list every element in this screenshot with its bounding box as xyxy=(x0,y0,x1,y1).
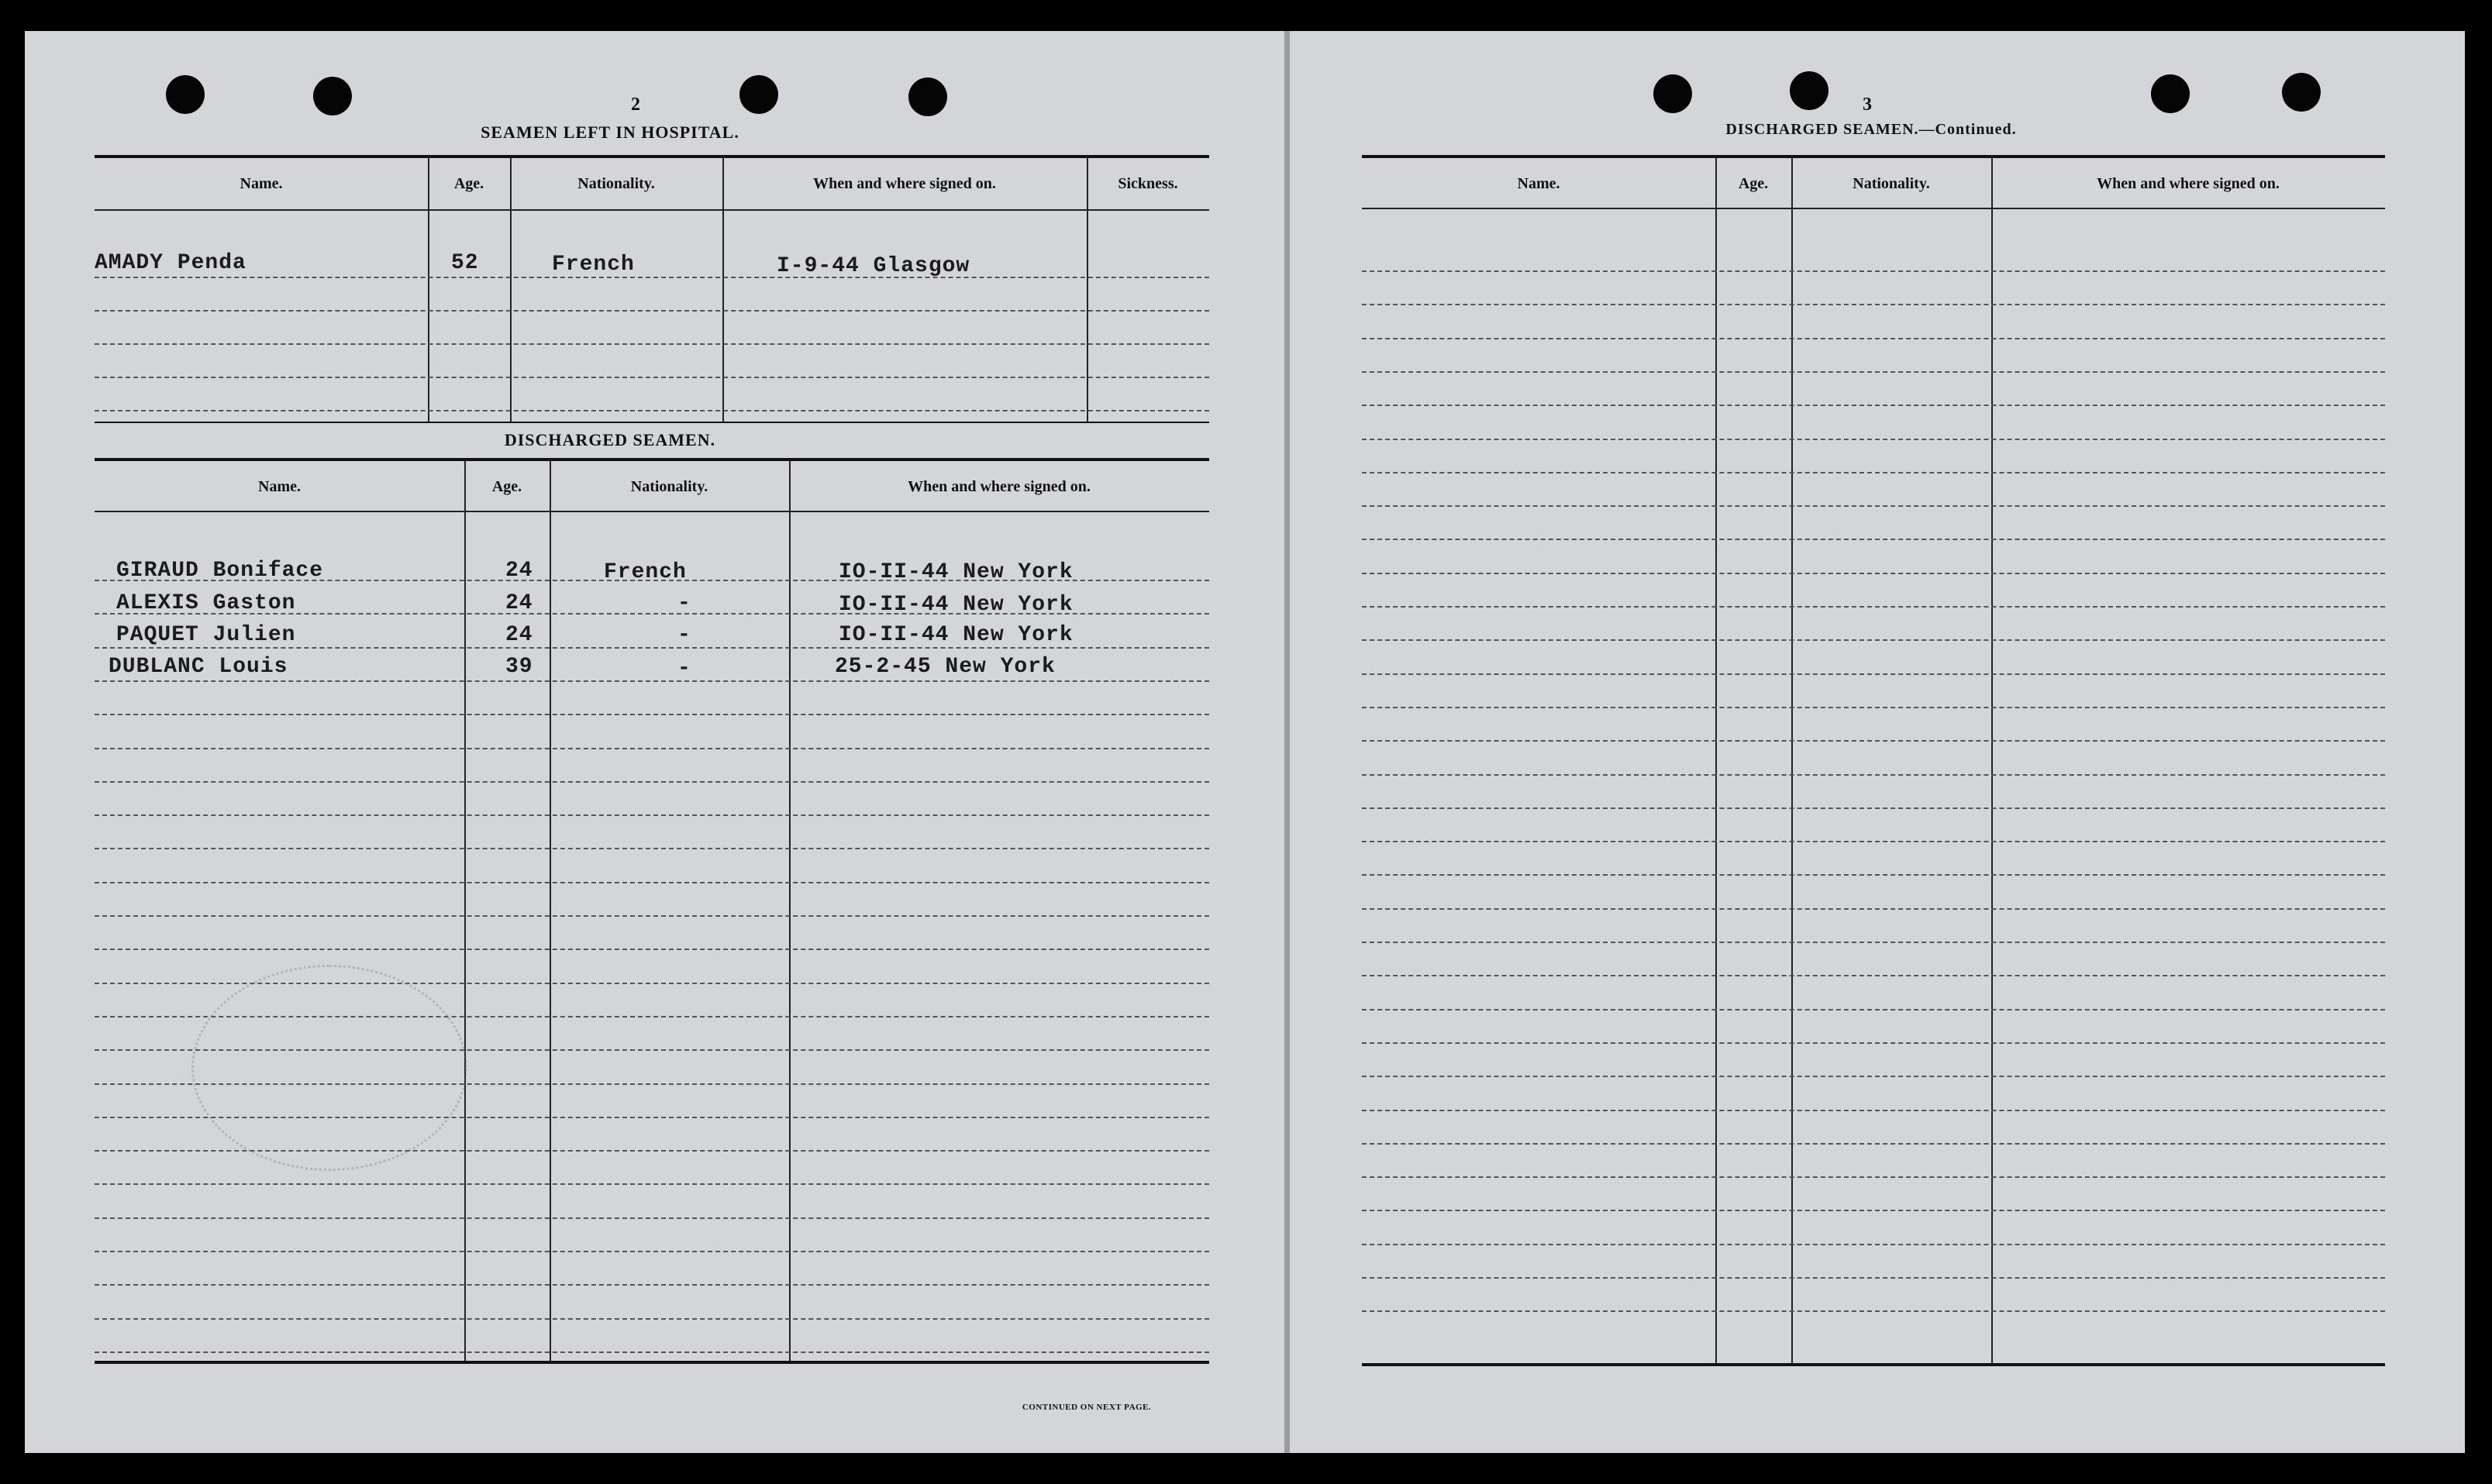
ruled-line xyxy=(1362,807,2385,809)
column-header-signed-on: When and where signed on. xyxy=(813,175,996,192)
column-header-name: Name. xyxy=(240,175,283,192)
discharged-section-title: DISCHARGED SEAMEN. xyxy=(504,430,716,449)
ruled-line xyxy=(1362,1176,2385,1178)
ruled-line xyxy=(1362,874,2385,876)
table-cell-signed-on: IO-II-44 New York xyxy=(839,623,1074,647)
ruled-line xyxy=(1362,707,2385,708)
ruled-line xyxy=(95,343,1209,345)
punch-hole xyxy=(908,77,947,116)
column-divider xyxy=(464,461,466,1361)
ruled-line xyxy=(95,814,1209,816)
continued-note: CONTINUED ON NEXT PAGE. xyxy=(1022,1403,1152,1412)
column-header-nationality: Nationality. xyxy=(577,175,655,192)
punch-hole xyxy=(739,75,778,114)
top-rule xyxy=(95,458,1209,461)
ruled-line xyxy=(1362,304,2385,305)
table-cell-age: 52 xyxy=(451,251,479,275)
column-header-name: Name. xyxy=(258,478,301,495)
table-cell-nationality: French xyxy=(552,253,635,277)
right-discharged-table xyxy=(1362,155,2385,1407)
faded-stamp xyxy=(191,965,467,1171)
ruled-line xyxy=(1362,1244,2385,1245)
ruled-line xyxy=(1362,774,2385,776)
column-header-nationality: Nationality. xyxy=(630,478,708,495)
column-header-name: Name. xyxy=(1517,175,1560,192)
column-divider xyxy=(789,461,791,1361)
ruled-line xyxy=(95,949,1209,950)
page-number: 3 xyxy=(1863,95,1872,115)
left-page xyxy=(25,31,1284,1453)
ruled-line xyxy=(95,1251,1209,1252)
top-rule xyxy=(1362,155,2385,158)
column-header-age: Age. xyxy=(1738,175,1769,192)
header-rule xyxy=(95,511,1209,512)
column-divider xyxy=(722,158,724,422)
ruled-line xyxy=(95,1183,1209,1185)
punch-hole xyxy=(2282,73,2321,112)
table-cell-age: 39 xyxy=(505,655,533,679)
ruled-line xyxy=(1362,841,2385,842)
column-header-age: Age. xyxy=(491,478,522,495)
ruled-line xyxy=(1362,1210,2385,1211)
ruled-line xyxy=(95,915,1209,917)
table-cell-nationality: - xyxy=(677,591,691,615)
discharged-table xyxy=(95,458,1209,1407)
ruled-line xyxy=(1362,1009,2385,1011)
column-header-age: Age. xyxy=(453,175,484,192)
ruled-line xyxy=(95,680,1209,682)
table-cell-age: 24 xyxy=(505,623,533,647)
ruled-line xyxy=(1362,371,2385,373)
ruled-line xyxy=(95,277,1209,278)
table-cell-age: 24 xyxy=(505,591,533,615)
ruled-line xyxy=(1362,606,2385,608)
ruled-line xyxy=(1362,573,2385,574)
ruled-line xyxy=(95,310,1209,312)
ruled-line xyxy=(1362,975,2385,976)
ruled-line xyxy=(1362,1143,2385,1145)
ruled-line xyxy=(1362,1310,2385,1312)
column-header-sickness: Sickness. xyxy=(1118,175,1178,192)
top-rule xyxy=(95,155,1209,158)
ruled-line xyxy=(95,1351,1209,1353)
ruled-line xyxy=(95,377,1209,378)
ruled-line xyxy=(1362,1110,2385,1111)
table-cell-nationality: French xyxy=(604,560,687,584)
ruled-line xyxy=(1362,338,2385,339)
bottom-rule xyxy=(95,422,1209,423)
table-cell-signed-on: 25-2-45 New York xyxy=(835,655,1056,679)
ruled-line xyxy=(1362,505,2385,507)
column-header-signed-on: When and where signed on. xyxy=(908,478,1091,495)
punch-hole xyxy=(1790,71,1829,110)
column-divider xyxy=(550,461,551,1361)
ruled-line xyxy=(95,1217,1209,1219)
ruled-line xyxy=(1362,405,2385,406)
ruled-line xyxy=(95,882,1209,883)
ruled-line xyxy=(95,714,1209,715)
ruled-line xyxy=(1362,1042,2385,1044)
ruled-line xyxy=(1362,942,2385,943)
table-cell-name: DUBLANC Louis xyxy=(109,655,288,679)
ruled-line xyxy=(95,410,1209,411)
table-cell-nationality: - xyxy=(677,656,691,680)
ruled-line xyxy=(1362,740,2385,742)
table-cell-name: PAQUET Julien xyxy=(116,623,296,647)
page-number: 2 xyxy=(631,95,640,115)
ruled-line xyxy=(1362,673,2385,675)
column-divider xyxy=(510,158,512,422)
table-cell-name: ALEXIS Gaston xyxy=(116,591,296,615)
ruled-line xyxy=(1362,1076,2385,1077)
column-divider xyxy=(428,158,429,422)
ruled-line xyxy=(1362,472,2385,473)
punch-hole xyxy=(1653,74,1692,113)
punch-hole xyxy=(2151,74,2190,113)
hospital-section-title: SEAMEN LEFT IN HOSPITAL. xyxy=(481,122,739,142)
table-cell-name: GIRAUD Boniface xyxy=(116,559,324,583)
ruled-line xyxy=(95,781,1209,783)
page-gutter xyxy=(1284,31,1290,1453)
column-header-nationality: Nationality. xyxy=(1853,175,1930,192)
header-rule xyxy=(95,209,1209,211)
column-header-signed-on: When and where signed on. xyxy=(2097,175,2280,192)
table-cell-nationality: - xyxy=(677,623,691,647)
ruled-line xyxy=(1362,270,2385,272)
table-cell-signed-on: IO-II-44 New York xyxy=(839,560,1074,584)
bottom-rule xyxy=(1362,1363,2385,1366)
right-page xyxy=(1290,31,2465,1453)
ruled-line xyxy=(95,1284,1209,1286)
table-cell-signed-on: IO-II-44 New York xyxy=(839,593,1074,617)
hospital-table xyxy=(95,155,1209,453)
bottom-rule xyxy=(95,1361,1209,1364)
punch-hole xyxy=(313,77,352,115)
ruled-line xyxy=(95,1318,1209,1320)
right-section-title: DISCHARGED SEAMEN.—Continued. xyxy=(1725,121,2017,138)
table-cell-name: AMADY Penda xyxy=(95,251,246,275)
punch-hole xyxy=(166,75,205,114)
ruled-line xyxy=(1362,539,2385,540)
ruled-line xyxy=(1362,439,2385,440)
header-rule xyxy=(1362,208,2385,209)
table-cell-age: 24 xyxy=(505,559,533,583)
ruled-line xyxy=(1362,639,2385,641)
ruled-line xyxy=(95,848,1209,849)
ruled-line xyxy=(95,748,1209,749)
ruled-line xyxy=(1362,1277,2385,1279)
ruled-line xyxy=(1362,908,2385,910)
table-cell-signed-on: I-9-44 Glasgow xyxy=(777,254,970,278)
column-divider xyxy=(1087,158,1088,422)
